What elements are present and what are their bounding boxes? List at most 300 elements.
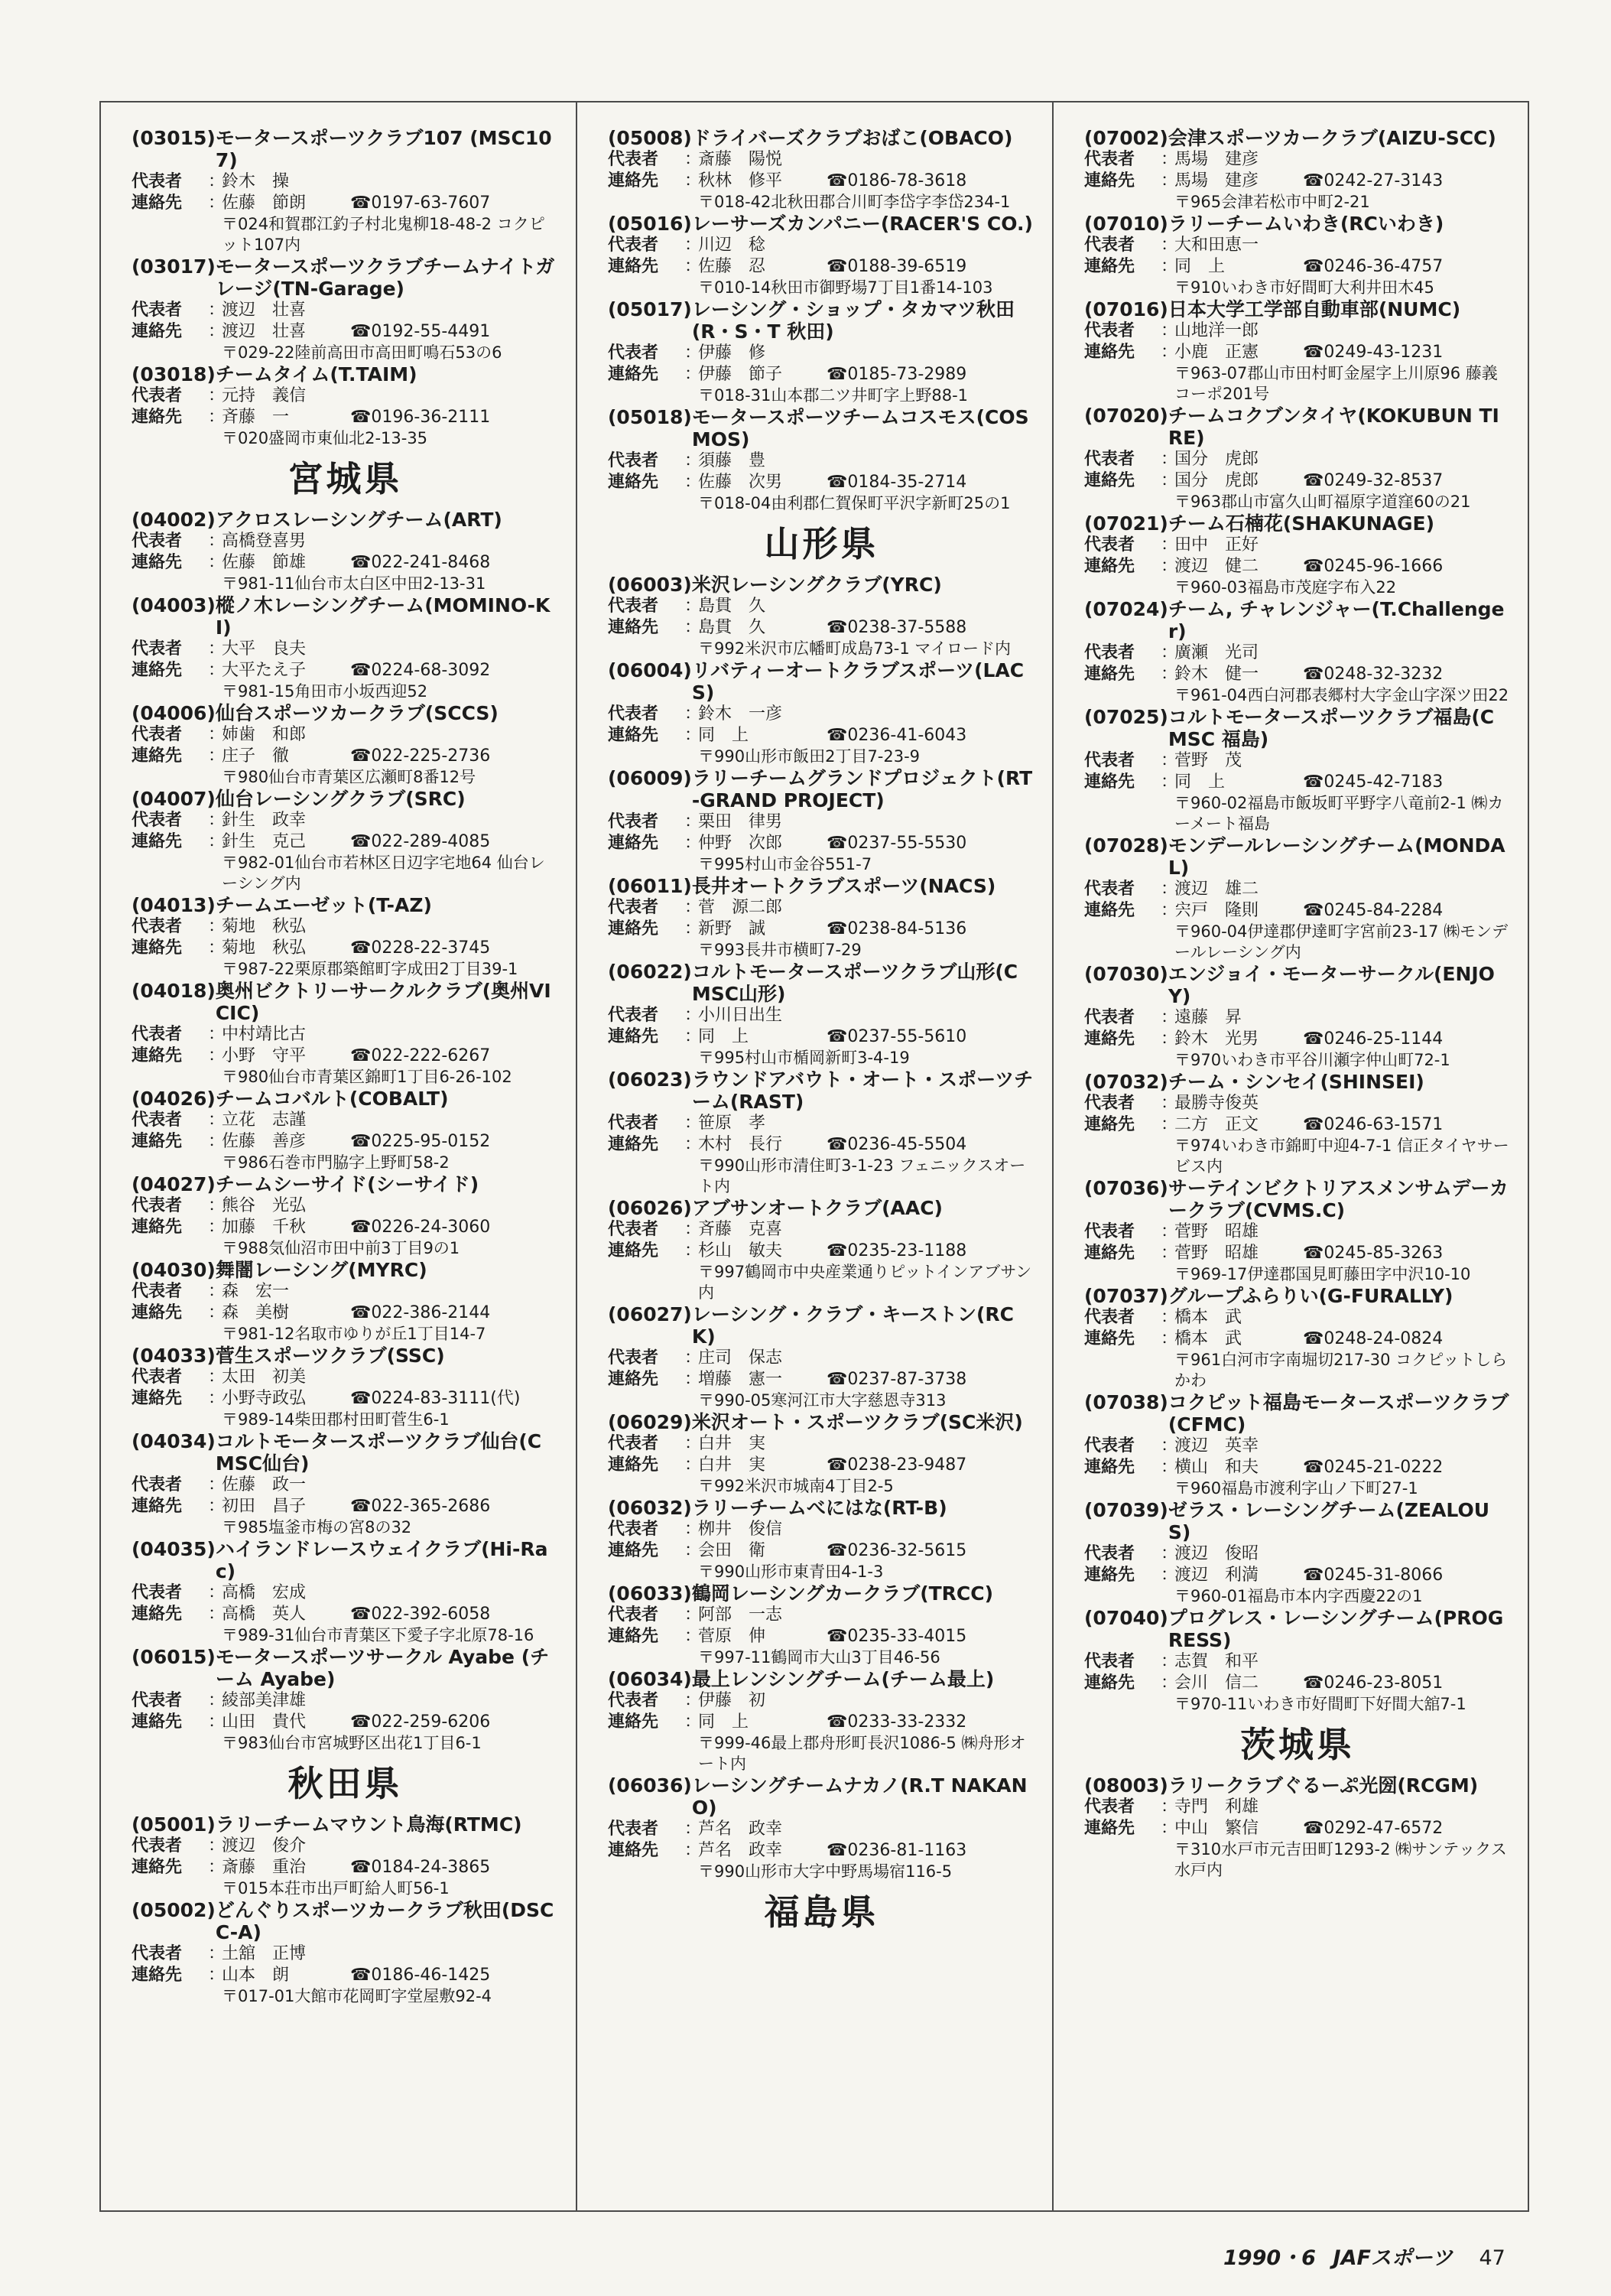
representative-row [132, 1475, 559, 1496]
club-entry [132, 1899, 559, 2007]
colon: ： [1161, 171, 1178, 190]
postal-address: 〒960-04伊達郡伊達町字宮前23-17 ㈱モンデールレーシング内 [1174, 922, 1509, 961]
representative-name: 栁井 俊信 [698, 1520, 783, 1539]
postal-address: 〒992米沢市広幡町成島73-1 マイロード内 [698, 639, 1011, 658]
representative-label: 代表者 [608, 1820, 659, 1839]
postal-address: 〒990山形市東青田4-1-3 [698, 1563, 884, 1581]
club-heading [1084, 127, 1511, 149]
contact-row [132, 1131, 559, 1153]
phone-number: ☎0238-37-5588 [827, 618, 967, 637]
contact-label: 連絡先 [1084, 1819, 1135, 1838]
colon: ： [684, 1135, 702, 1154]
colon: ： [1161, 1008, 1178, 1027]
club-name: 樅ノ木レーシングチーム(MOMINO-KI) [215, 594, 551, 639]
club-code: (06009) [608, 767, 692, 789]
club-heading [132, 127, 559, 171]
postal-address: 〒983仙台市宮城野区出花1丁目6-1 [222, 1734, 482, 1752]
club-name: 奥州ビクトリーサークルクラブ(奥州VICIC) [215, 980, 551, 1024]
club-name: 仙台レーシングクラブ(SRC) [215, 788, 466, 810]
club-heading [132, 980, 559, 1024]
colon: ： [208, 639, 226, 659]
club-heading [132, 1538, 559, 1582]
representative-row [608, 1819, 1035, 1840]
club-entry [132, 1088, 559, 1173]
contact-label: 連絡先 [132, 1389, 183, 1408]
representative-row [132, 385, 559, 407]
postal-address: 〒960-01福島市本内字西慶22の1 [1174, 1587, 1423, 1605]
contact-row [1084, 256, 1511, 278]
magazine-logo: JAFスポーツ [1333, 2246, 1453, 2270]
club-entry [608, 127, 1035, 213]
club-name: グループふらりい(G-FURALLY) [1168, 1285, 1453, 1307]
representative-row [608, 1219, 1035, 1241]
representative-label: 代表者 [608, 898, 659, 917]
colon: ： [1161, 343, 1178, 362]
club-heading [608, 1197, 1035, 1219]
colon: ： [1161, 1544, 1178, 1563]
representative-label: 代表者 [608, 1006, 659, 1025]
contact-label: 連絡先 [132, 408, 183, 427]
colon: ： [684, 1027, 702, 1046]
postal-address: 〒961白河市字南堀切217-30 コクピットしらかわ [1174, 1351, 1508, 1390]
club-name: どんぐりスポーツカークラブ秋田(DSCC-A) [215, 1899, 554, 1943]
contact-name: 森 美樹 [222, 1303, 290, 1322]
contact-row [608, 1369, 1035, 1390]
colon: ： [1161, 450, 1178, 469]
postal-address: 〒990山形市清住町3-1-23 フェニックスオート内 [698, 1156, 1026, 1195]
club-code: (07025) [1084, 706, 1168, 728]
club-entry [608, 1411, 1035, 1497]
representative-row [1084, 879, 1511, 900]
representative-label: 代表者 [132, 1944, 183, 1963]
prefecture-heading: 福島県 [764, 1891, 879, 1933]
representative-row [608, 811, 1035, 833]
prefecture-heading: 山形県 [764, 523, 879, 564]
club-entry [132, 894, 559, 980]
contact-label: 連絡先 [132, 1858, 183, 1877]
postal-address: 〒993長井市横町7-29 [698, 941, 862, 959]
postal-address: 〒990山形市大字中野馬場宿116-5 [698, 1862, 953, 1881]
representative-label: 代表者 [1084, 535, 1135, 554]
club-entry [608, 1303, 1035, 1411]
representative-name: 渡辺 俊昭 [1174, 1544, 1259, 1563]
colon: ： [208, 1303, 226, 1322]
contact-name: 佐藤 善彦 [222, 1132, 307, 1151]
club-heading [608, 875, 1035, 897]
contact-name: 菊地 秋弘 [222, 938, 307, 958]
contact-label: 連絡先 [608, 257, 659, 276]
representative-name: 土舘 正博 [222, 1944, 307, 1963]
colon: ： [208, 322, 226, 341]
contact-name: 会川 信二 [1174, 1673, 1259, 1693]
contact-row [608, 1026, 1035, 1048]
contact-row [608, 364, 1035, 385]
club-entry [608, 961, 1035, 1068]
club-code: (05017) [608, 298, 692, 320]
phone-number: ☎022-365-2686 [350, 1497, 491, 1516]
representative-row [1084, 535, 1511, 556]
contact-name: 同 上 [1174, 257, 1226, 276]
contact-name: 斎藤 重治 [222, 1858, 307, 1877]
representative-label: 代表者 [132, 1836, 183, 1855]
colon: ： [684, 236, 702, 255]
colon: ： [1161, 1673, 1178, 1693]
club-entry [132, 1646, 559, 1754]
contact-label: 連絡先 [608, 365, 659, 384]
phone-number: ☎0246-25-1144 [1303, 1029, 1444, 1049]
phone-number: ☎0185-73-2989 [827, 365, 967, 384]
colon: ： [684, 834, 702, 853]
colon: ： [1161, 643, 1178, 662]
representative-name: 渡辺 雄二 [1174, 880, 1259, 899]
contact-name: 針生 克己 [222, 832, 307, 851]
representative-row [132, 300, 559, 321]
colon: ： [1161, 1115, 1178, 1134]
phone-number: ☎0236-45-5504 [827, 1135, 967, 1154]
contact-name: 小鹿 正憲 [1174, 343, 1259, 362]
colon: ： [208, 532, 226, 551]
contact-row [608, 1455, 1035, 1476]
phone-number: ☎0186-78-3618 [827, 171, 967, 190]
contact-row [1084, 342, 1511, 363]
club-entry [132, 255, 559, 363]
colon: ： [684, 257, 702, 276]
contact-row [132, 1604, 559, 1625]
colon: ： [684, 1455, 702, 1475]
club-entry [1084, 127, 1511, 213]
colon: ： [1161, 1566, 1178, 1585]
contact-row [1084, 664, 1511, 685]
phone-number: ☎0186-46-1425 [350, 1966, 491, 1985]
club-name: コルトモータースポーツクラブ仙台(CMSC仙台) [215, 1430, 542, 1475]
club-entry [1084, 1499, 1511, 1607]
club-heading [608, 1668, 1035, 1690]
club-name: チーム, チャレンジャー(T.Challenger) [1168, 598, 1505, 642]
contact-label: 連絡先 [1084, 1029, 1135, 1049]
representative-name: 中村靖比古 [222, 1025, 307, 1044]
club-code: (05008) [608, 127, 692, 149]
club-code: (07024) [1084, 598, 1168, 620]
club-name: チームタイム(T.TAIM) [215, 363, 417, 385]
colon: ： [684, 1541, 702, 1560]
representative-label: 代表者 [608, 1520, 659, 1539]
representative-name: 芦名 政幸 [698, 1820, 783, 1839]
contact-label: 連絡先 [132, 1966, 183, 1985]
club-heading [132, 1813, 559, 1836]
club-name: 仙台スポーツカークラブ(SCCS) [215, 702, 499, 724]
representative-name: 寺門 利雄 [1174, 1797, 1259, 1816]
colon: ： [684, 1220, 702, 1239]
phone-number: ☎0235-23-1188 [827, 1241, 967, 1260]
colon: ： [684, 1605, 702, 1624]
contact-name: 同 上 [698, 1712, 749, 1732]
representative-name: 姉歯 和郎 [222, 725, 307, 744]
contact-name: 木村 長行 [698, 1135, 783, 1154]
club-entry [1084, 1177, 1511, 1285]
representative-label: 代表者 [608, 1605, 659, 1624]
contact-label: 連絡先 [1084, 343, 1135, 362]
representative-row [608, 149, 1035, 171]
club-entry [608, 406, 1035, 514]
contact-label: 連絡先 [608, 726, 659, 745]
club-heading [608, 1068, 1035, 1113]
representative-name: 斎藤 陽悦 [698, 150, 783, 169]
colon: ： [1161, 751, 1178, 770]
club-code: (07036) [1084, 1177, 1168, 1199]
contact-name: 小野寺政弘 [222, 1389, 307, 1408]
club-heading [1084, 963, 1511, 1007]
club-heading [1084, 405, 1511, 449]
colon: ： [1161, 901, 1178, 920]
contact-name: 国分 虎郎 [1174, 471, 1259, 490]
phone-number: ☎0245-42-7183 [1303, 772, 1444, 792]
colon: ： [208, 1858, 226, 1877]
club-name: モータースポーツクラブ107 (MSC107) [215, 127, 552, 171]
club-entry [132, 363, 559, 449]
club-heading [132, 702, 559, 724]
club-entry [1084, 834, 1511, 963]
club-entry [1084, 963, 1511, 1071]
representative-name: 廣瀬 光司 [1174, 643, 1259, 662]
representative-row [1084, 1307, 1511, 1328]
contact-name: 鈴木 健一 [1174, 665, 1259, 684]
representative-name: 山地洋一郎 [1174, 321, 1259, 340]
club-entry [608, 875, 1035, 961]
representative-label: 代表者 [132, 811, 183, 830]
club-entry [132, 788, 559, 894]
representative-row [132, 1690, 559, 1712]
club-code: (07038) [1084, 1391, 1168, 1413]
club-heading [608, 659, 1035, 704]
club-code: (06026) [608, 1197, 692, 1219]
representative-name: 針生 政幸 [222, 811, 307, 830]
postal-address: 〒980仙台市青葉区広瀬町8番12号 [222, 768, 476, 786]
club-code: (06003) [608, 574, 692, 596]
colon: ： [208, 1368, 226, 1387]
postal-address: 〒963-07郡山市田村町金屋字上川原96 藤義コーポ201号 [1174, 364, 1498, 403]
contact-label: 連絡先 [608, 1541, 659, 1560]
club-name: 米沢レーシングクラブ(YRC) [691, 574, 942, 596]
club-code: (07028) [1084, 834, 1168, 857]
club-heading [132, 1173, 559, 1195]
colon: ： [684, 1348, 702, 1368]
postal-address: 〒989-31仙台市青葉区下愛子字北原78-16 [222, 1626, 534, 1644]
contact-name: 佐藤 忍 [698, 257, 766, 276]
club-code: (03015) [132, 127, 216, 149]
colon: ： [684, 1114, 702, 1133]
postal-address: 〒990山形市飯田2丁目7-23-9 [698, 747, 921, 766]
club-heading [608, 767, 1035, 811]
phone-number: ☎0245-21-0222 [1303, 1458, 1444, 1477]
phone-number: ☎0249-43-1231 [1303, 343, 1444, 362]
phone-number: ☎022-392-6058 [350, 1605, 491, 1624]
representative-name: 綾部美津雄 [222, 1691, 307, 1710]
representative-name: 元持 義信 [222, 386, 307, 405]
club-heading [1084, 1774, 1511, 1797]
contact-name: 増藤 憲一 [698, 1370, 783, 1389]
contact-row [608, 1134, 1035, 1156]
club-entry [132, 1430, 559, 1538]
contact-row [1084, 1328, 1511, 1350]
club-name: 鶴岡レーシングカークラブ(TRCC) [691, 1582, 994, 1605]
contact-name: 橋本 武 [1174, 1329, 1242, 1348]
contact-label: 連絡先 [1084, 1244, 1135, 1263]
contact-name: 同 上 [698, 726, 749, 745]
representative-name: 菅野 昭雄 [1174, 1222, 1259, 1241]
postal-address: 〒982-01仙台市若林区日辺字宅地64 仙台レーシング内 [222, 854, 545, 893]
contact-label: 連絡先 [1084, 471, 1135, 490]
representative-name: 高橋登喜男 [222, 532, 307, 551]
colon: ： [208, 408, 226, 427]
representative-label: 代表者 [1084, 880, 1135, 899]
club-code: (07016) [1084, 298, 1168, 320]
phone-number: ☎0248-32-3232 [1303, 665, 1444, 684]
contact-label: 連絡先 [608, 1241, 659, 1260]
directory-frame [99, 101, 1529, 2212]
club-entry [1084, 1071, 1511, 1177]
representative-row [132, 916, 559, 938]
postal-address: 〒017-01大館市花岡町字堂屋敷92-4 [222, 1987, 492, 2005]
colon: ： [1161, 1029, 1178, 1049]
club-heading [132, 1899, 559, 1943]
colon: ： [684, 1434, 702, 1453]
contact-label: 連絡先 [132, 1046, 183, 1065]
contact-name: 秋林 修平 [698, 171, 783, 190]
representative-row [1084, 642, 1511, 664]
club-name: チーム・シンセイ(SHINSEI) [1168, 1071, 1424, 1093]
colon: ： [208, 1132, 226, 1151]
club-heading [1084, 1607, 1511, 1651]
contact-name: 佐藤 節雄 [222, 553, 307, 572]
club-name: ラリークラブぐるーぷ光圀(RCGM) [1168, 1774, 1479, 1797]
representative-label: 代表者 [1084, 236, 1135, 255]
contact-name: 中山 繁信 [1174, 1819, 1259, 1838]
contact-name: 宍戸 隆則 [1174, 901, 1259, 920]
club-code: (03018) [132, 363, 216, 385]
club-code: (06015) [132, 1646, 216, 1668]
club-name: 最上レンシングチーム(チーム最上) [691, 1668, 995, 1690]
representative-name: 熊谷 光弘 [222, 1196, 307, 1215]
representative-row [608, 1690, 1035, 1712]
club-code: (07030) [1084, 963, 1168, 985]
club-code: (06004) [608, 659, 692, 681]
phone-number: ☎0236-81-1163 [827, 1841, 967, 1860]
club-heading [132, 1646, 559, 1690]
club-name: 菅生スポーツクラブ(SSC) [215, 1345, 445, 1367]
club-code: (06032) [608, 1497, 692, 1519]
postal-address: 〒960-03福島市茂庭字布入22 [1174, 578, 1397, 597]
phone-number: ☎022-386-2144 [350, 1303, 491, 1322]
club-code: (07002) [1084, 127, 1168, 149]
phone-number: ☎0245-31-8066 [1303, 1566, 1444, 1585]
club-name: コクピット福島モータースポーツクラブ(CFMC) [1168, 1391, 1509, 1436]
colon: ： [684, 150, 702, 169]
contact-name: 菅野 昭雄 [1174, 1244, 1259, 1263]
club-heading [1084, 1071, 1511, 1093]
representative-label: 代表者 [132, 1691, 183, 1710]
club-code: (05018) [608, 406, 692, 428]
representative-label: 代表者 [1084, 1436, 1135, 1455]
colon: ： [684, 898, 702, 917]
contact-name: 初田 昌子 [222, 1497, 307, 1516]
representative-row [1084, 449, 1511, 470]
colon: ： [1161, 665, 1178, 684]
postal-address: 〒018-31山本郡二ツ井町字上野88-1 [698, 386, 969, 405]
contact-label: 連絡先 [608, 618, 659, 637]
colon: ： [684, 618, 702, 637]
colon: ： [208, 172, 226, 191]
representative-name: 橋本 武 [1174, 1308, 1242, 1327]
contact-name: 大平たえ子 [222, 661, 307, 680]
postal-address: 〒020盛岡市東仙北2-13-35 [222, 429, 428, 447]
contact-label: 連絡先 [132, 194, 183, 213]
postal-address: 〒024和賀郡江釣子村北鬼柳18-48-2 コクピット107内 [222, 215, 545, 254]
colon: ： [684, 1370, 702, 1389]
club-code: (06033) [608, 1582, 692, 1605]
contact-name: 小野 守平 [222, 1046, 307, 1065]
colon: ： [208, 1046, 226, 1065]
contact-name: 高橋 英人 [222, 1605, 307, 1624]
contact-row [608, 833, 1035, 854]
club-heading [1084, 512, 1511, 535]
contact-label: 連絡先 [132, 938, 183, 958]
contact-row [1084, 900, 1511, 922]
representative-label: 代表者 [132, 301, 183, 320]
representative-name: 志賀 和平 [1174, 1652, 1259, 1671]
colon: ： [1161, 257, 1178, 276]
contact-row [132, 407, 559, 428]
phone-number: ☎022-225-2736 [350, 746, 491, 766]
club-code: (07032) [1084, 1071, 1168, 1093]
colon: ： [1161, 1797, 1178, 1816]
phone-number: ☎022-259-6206 [350, 1712, 491, 1732]
colon: ： [208, 1475, 226, 1494]
contact-label: 連絡先 [132, 746, 183, 766]
contact-row [608, 725, 1035, 746]
colon: ： [208, 1111, 226, 1130]
contact-label: 連絡先 [608, 1627, 659, 1646]
club-entry [1084, 598, 1511, 706]
contact-row [608, 919, 1035, 940]
contact-label: 連絡先 [1084, 1458, 1135, 1477]
club-name: チームエーゼット(T-AZ) [215, 894, 432, 916]
colon: ： [684, 812, 702, 831]
postal-address: 〒995村山市金谷551-7 [698, 855, 872, 873]
postal-address: 〒981-15角田市小坂西迎52 [222, 682, 428, 701]
representative-row [608, 1348, 1035, 1369]
contact-label: 連絡先 [132, 1132, 183, 1151]
contact-row [132, 193, 559, 214]
column-2 [577, 102, 1054, 2210]
representative-name: 大平 良夫 [222, 639, 307, 659]
representative-name: 白井 実 [698, 1434, 766, 1453]
contact-label: 連絡先 [1084, 1329, 1135, 1348]
representative-label: 代表者 [1084, 1008, 1135, 1027]
colon: ： [208, 832, 226, 851]
club-heading [608, 1411, 1035, 1433]
representative-row [608, 450, 1035, 472]
colon: ： [208, 811, 226, 830]
representative-row [1084, 320, 1511, 342]
club-name: モータースポーツサークル Ayabe (チーム Ayabe) [215, 1646, 550, 1690]
colon: ： [684, 1691, 702, 1710]
representative-name: 遠藤 昇 [1174, 1008, 1242, 1027]
club-code: (05016) [608, 213, 692, 235]
club-name: ラリーチームマウント鳥海(RTMC) [215, 1813, 522, 1836]
contact-name: 庄子 徹 [222, 746, 290, 766]
colon: ： [208, 725, 226, 744]
contact-name: 伊藤 節子 [698, 365, 783, 384]
